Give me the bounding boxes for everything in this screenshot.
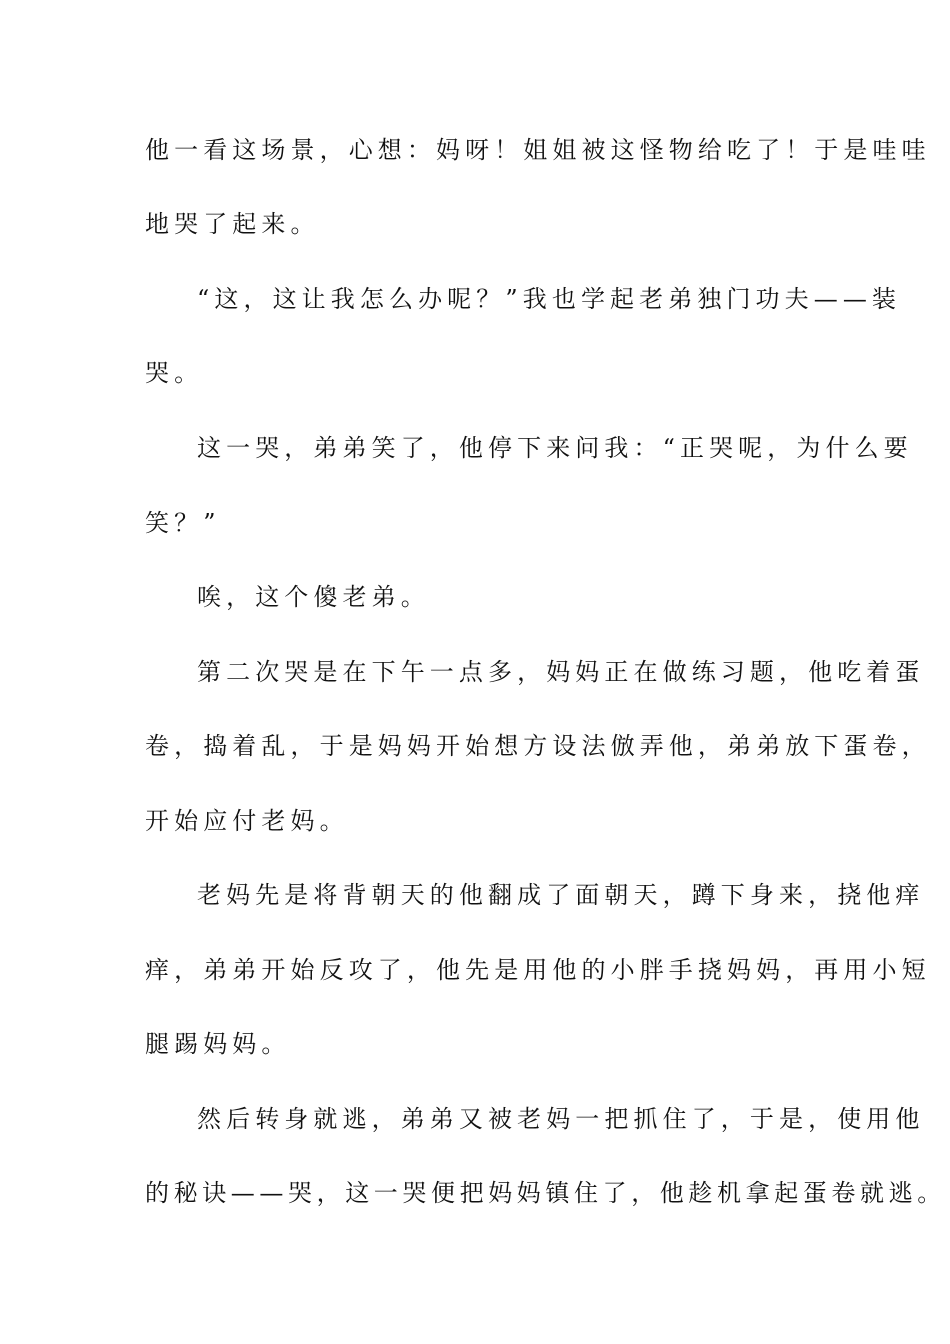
text-line: 这一哭，弟弟笑了，他停下来问我：“正哭呢，为什么要 (197, 434, 913, 462)
text-line: 开始应付老妈。 (145, 807, 349, 835)
text-line: 他一看这场景，心想：妈呀！姐姐被这怪物给吃了！于是哇哇 (145, 136, 931, 164)
text-line: 腿踢妈妈。 (145, 1030, 291, 1058)
text-line: 的秘诀——哭，这一哭便把妈妈镇住了，他趁机拿起蛋卷就逃。 (145, 1179, 946, 1207)
text-line: “这，这让我怎么办呢？”我也学起老弟独门功夫——装 (197, 285, 902, 313)
text-line: 笑？” (145, 509, 221, 537)
text-line: 老妈先是将背朝天的他翻成了面朝天，蹲下身来，挠他痒 (197, 881, 925, 909)
text-line: 哭。 (145, 359, 204, 387)
text-line: 地哭了起来。 (145, 210, 320, 238)
text-line: 卷，捣着乱，于是妈妈开始想方设法倣弄他，弟弟放下蛋卷， (145, 732, 931, 760)
text-line: 然后转身就逃，弟弟又被老妈一把抓住了，于是，使用他 (197, 1105, 925, 1133)
text-line: 痒，弟弟开始反攻了，他先是用他的小胖手挠妈妈，再用小短 (145, 956, 931, 984)
text-line: 唉，这个傻老弟。 (197, 583, 430, 611)
text-line: 第二次哭是在下午一点多，妈妈正在做练习题，他吃着蛋 (197, 658, 925, 686)
